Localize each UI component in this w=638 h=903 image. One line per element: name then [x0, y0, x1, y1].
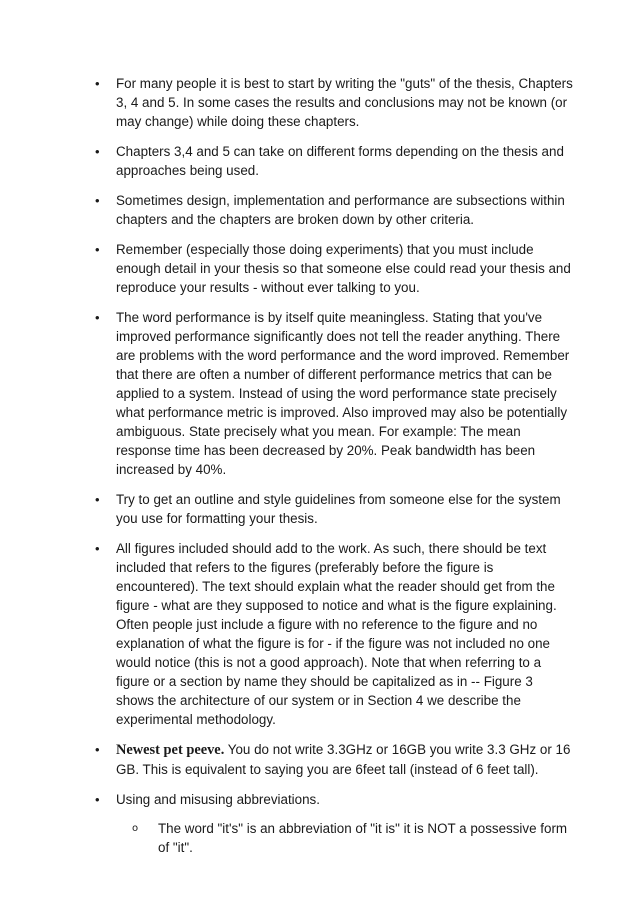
bullet-icon: • [95, 742, 100, 757]
list-item-text: Chapters 3,4 and 5 can take on different forms depending on the thesis and approaches being used. [116, 144, 564, 178]
bullet-icon: • [95, 242, 100, 257]
pet-peeve-heading: Newest pet peeve. [116, 742, 225, 758]
list-item-text: Try to get an outline and style guidelines from someone else for the system you use for formatting your thesis. [116, 492, 561, 526]
list-item [95, 74, 573, 131]
list-item [95, 240, 573, 297]
list-item-text: Remember (especially those doing experiments) that you must include enough detail in your thesis so that someone else could read your thesis and reproduce your results - without ever talking to you. [116, 242, 571, 295]
bullet-icon: • [95, 310, 100, 325]
bullet-icon: • [95, 144, 100, 159]
list-item [95, 142, 573, 180]
thesis-tips-list [95, 74, 573, 868]
list-item [95, 191, 573, 229]
bullet-icon: • [95, 492, 100, 507]
abbreviations-item [95, 790, 573, 857]
list-item [95, 490, 573, 528]
list-item [95, 539, 573, 729]
list-item-text: Sometimes design, implementation and performance are subsections within chapters and the chapters are broken down by other criteria. [116, 193, 565, 227]
circle-bullet-icon: o [132, 823, 139, 834]
abbreviations-text: Using and misusing abbreviations. [116, 792, 320, 807]
list-item-text: The word performance is by itself quite meaningless. Stating that you've improved performance significantly does not tell the reader anything. There are problems with the word performance and the word improved. Remember that there are often a number of different performance metrics that can be applied to a system. Instead of using the word performance state precisely what performance metric is improved. Also improved may also be potentially ambiguous. State precisely what you mean. For example: The mean response time has been decreased by 20%. Peak bandwidth has been increased by 40%. [116, 310, 570, 477]
bullet-icon: • [95, 541, 100, 556]
list-item-text: For many people it is best to start by writing the "guts" of the thesis, Chapters 3, 4 and 5. In some cases the results and conclusions may not be known (or may change) while doing these chapters. [116, 76, 573, 129]
list-item [95, 308, 573, 479]
sub-list-item-text: The word "it's" is an abbreviation of "it is" it is NOT a possessive form of "it". [158, 821, 568, 855]
sub-list-item [132, 819, 573, 857]
pet-peeve-item [95, 740, 573, 779]
pet-peeve-text: You do not write 3.3GHz or 16GB you write 3.3 GHz or 16 GB. This is equivalent to saying you are 6feet tall (instead of 6 feet tall). [116, 742, 571, 777]
bullet-icon: • [95, 193, 100, 208]
abbreviations-sublist [116, 819, 573, 857]
list-item-text: All figures included should add to the work. As such, there should be text included that refers to the figures (preferably before the figure is encountered). The text should explain what the reader should get from the figure - what are they supposed to notice and what is the figure explaining. Often people just include a figure with no reference to the figure and no explanation of what the figure is for - if the figure was not included no one would notice (this is not a good approach). Note that when referring to a figure or a section by name they should be capitalized as in -- Figure 3 shows the architecture of our system or in Section 4 we describe the experimental methodology. [116, 541, 557, 727]
bullet-icon: • [95, 792, 100, 807]
bullet-icon: • [95, 76, 100, 91]
